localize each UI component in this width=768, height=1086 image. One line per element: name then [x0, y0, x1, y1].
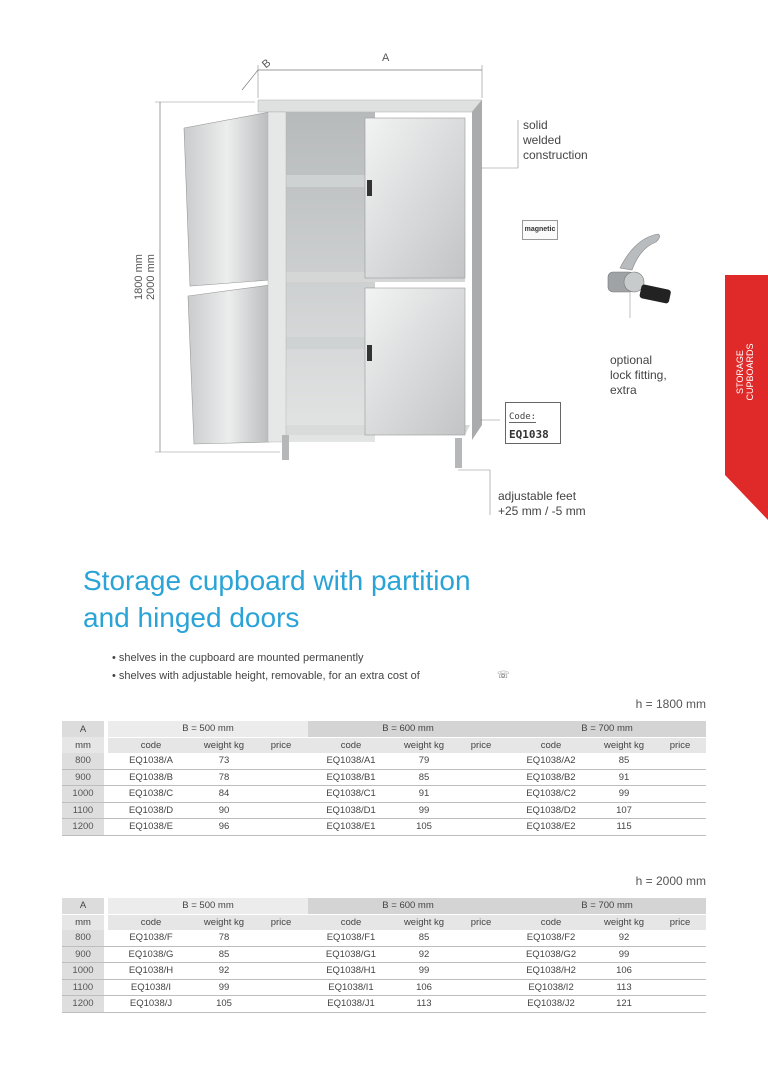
- height-label-2000: h = 2000 mm: [635, 874, 706, 888]
- cell-code: EQ1038/F2: [526, 932, 576, 944]
- a-unit: mm: [62, 737, 104, 753]
- cell-weight: 99: [618, 788, 630, 800]
- cell-code: EQ1038/G2: [525, 948, 577, 960]
- cell-price: [254, 769, 308, 786]
- cell-code: EQ1038/H2: [526, 965, 576, 977]
- col-header: price: [454, 914, 508, 930]
- cell-price: [654, 930, 706, 946]
- table-row: [62, 802, 706, 819]
- col-header: price: [454, 737, 508, 753]
- price-symbol-icon: ☏: [497, 670, 510, 681]
- row-a-value: 1100: [62, 802, 104, 819]
- cell-price: [654, 802, 706, 819]
- cell-weight: 92: [418, 948, 430, 960]
- cell-code: EQ1038/I: [130, 981, 172, 993]
- cell-weight: 99: [618, 948, 630, 960]
- cell-code: EQ1038/E: [129, 821, 173, 833]
- group-header: B = 700 mm: [508, 898, 706, 914]
- group-header: B = 500 mm: [108, 898, 308, 914]
- magnetic-badge: magnetic: [522, 220, 558, 240]
- product-code-box: [505, 402, 561, 444]
- callout-adjustable-feet: adjustable feet +25 mm / -5 mm: [498, 489, 586, 518]
- dimension-a-label: A: [382, 52, 390, 64]
- cell-code: EQ1038/A: [129, 755, 173, 767]
- cell-price: [254, 963, 308, 980]
- cell-price: [254, 802, 308, 819]
- col-header: code: [308, 737, 394, 753]
- dimension-b-label: B: [260, 57, 274, 71]
- cell-weight: 106: [616, 965, 632, 977]
- row-a-value: 900: [62, 946, 104, 963]
- table-row: [62, 946, 706, 963]
- cell-price: [254, 819, 308, 836]
- cell-weight: 113: [616, 981, 632, 993]
- a-header: A: [62, 721, 104, 737]
- cell-weight: 99: [418, 804, 430, 816]
- table-row: [62, 753, 706, 769]
- table-row: [62, 963, 706, 980]
- cell-price: [654, 979, 706, 996]
- table-row: [62, 930, 706, 946]
- table-row: [62, 786, 706, 803]
- group-header: B = 700 mm: [508, 721, 706, 737]
- callout-welded-construction: solid welded construction: [523, 118, 588, 162]
- cell-code: EQ1038/F: [129, 932, 173, 944]
- row-a-value: 800: [62, 753, 104, 769]
- cell-price: [654, 786, 706, 803]
- cell-price: [654, 996, 706, 1013]
- cell-weight: 99: [418, 965, 430, 977]
- row-a-value: 1200: [62, 819, 104, 836]
- height-label-1800: h = 1800 mm: [635, 697, 706, 711]
- table-row: [62, 819, 706, 836]
- cell-code: EQ1038/A1: [326, 755, 376, 767]
- col-header: weight kg: [394, 914, 454, 930]
- cell-weight: 96: [218, 821, 230, 833]
- cell-code: EQ1038/C2: [526, 788, 576, 800]
- page-title: Storage cupboard with partition and hinged doors: [83, 565, 471, 633]
- cell-code: EQ1038/C1: [326, 788, 376, 800]
- col-header: price: [254, 914, 308, 930]
- table-row: [62, 979, 706, 996]
- cell-code: EQ1038/J2: [527, 998, 575, 1010]
- cell-price: [454, 963, 508, 980]
- cell-price: [454, 819, 508, 836]
- cell-price: [254, 996, 308, 1013]
- cell-price: [654, 753, 706, 769]
- cell-price: [454, 753, 508, 769]
- col-header: code: [308, 914, 394, 930]
- cell-price: [254, 979, 308, 996]
- cell-code: EQ1038/D1: [326, 804, 376, 816]
- col-header: code: [508, 914, 594, 930]
- col-header: weight kg: [394, 737, 454, 753]
- code-value: EQ1038: [509, 428, 549, 441]
- cell-code: EQ1038/G1: [325, 948, 377, 960]
- spec-table-2000: [62, 898, 706, 1013]
- table-row: [62, 996, 706, 1013]
- cell-weight: 92: [218, 965, 230, 977]
- cell-weight: 73: [218, 755, 230, 767]
- row-a-value: 1000: [62, 786, 104, 803]
- cell-price: [454, 930, 508, 946]
- row-a-value: 900: [62, 769, 104, 786]
- cell-code: EQ1038/B2: [526, 771, 576, 783]
- cell-weight: 121: [616, 998, 632, 1010]
- table-row: [62, 769, 706, 786]
- cell-weight: 78: [218, 771, 230, 783]
- cell-weight: 91: [418, 788, 430, 800]
- side-tab-label: STORAGE CUPBOARDS: [735, 343, 755, 401]
- cell-price: [454, 996, 508, 1013]
- cell-price: [254, 946, 308, 963]
- col-header: code: [108, 914, 194, 930]
- cell-code: EQ1038/I1: [328, 981, 374, 993]
- cell-code: EQ1038/H: [128, 965, 174, 977]
- cell-price: [454, 769, 508, 786]
- row-a-value: 800: [62, 930, 104, 946]
- col-header: weight kg: [594, 914, 654, 930]
- cell-code: EQ1038/E2: [526, 821, 576, 833]
- bullet-adjustable-shelves: • shelves with adjustable height, removable, for an extra cost of: [112, 670, 420, 682]
- group-header: B = 600 mm: [308, 721, 508, 737]
- cell-price: [654, 963, 706, 980]
- cell-code: EQ1038/D: [128, 804, 174, 816]
- cell-weight: 84: [218, 788, 230, 800]
- col-header: weight kg: [194, 914, 254, 930]
- cell-code: EQ1038/H1: [326, 965, 376, 977]
- cell-code: EQ1038/E1: [326, 821, 376, 833]
- dimension-height-label: 1800 mm 2000 mm: [133, 254, 157, 300]
- code-label: Code:: [509, 412, 537, 422]
- group-header: B = 500 mm: [108, 721, 308, 737]
- cell-weight: 115: [616, 821, 632, 833]
- a-header: A: [62, 898, 104, 914]
- cell-code: EQ1038/D2: [526, 804, 576, 816]
- cell-price: [254, 930, 308, 946]
- row-a-value: 1100: [62, 979, 104, 996]
- cell-weight: 106: [416, 981, 432, 993]
- cell-weight: 85: [418, 932, 430, 944]
- cell-code: EQ1038/B1: [326, 771, 376, 783]
- col-header: code: [508, 737, 594, 753]
- cell-code: EQ1038/B: [129, 771, 173, 783]
- col-header: code: [108, 737, 194, 753]
- cell-weight: 107: [616, 804, 632, 816]
- a-unit: mm: [62, 914, 104, 930]
- col-header: weight kg: [194, 737, 254, 753]
- cell-weight: 90: [218, 804, 230, 816]
- cell-weight: 78: [218, 932, 230, 944]
- cell-weight: 92: [618, 932, 630, 944]
- cell-weight: 85: [218, 948, 230, 960]
- cell-code: EQ1038/J: [129, 998, 173, 1010]
- cell-weight: 105: [216, 998, 232, 1010]
- cell-weight: 113: [416, 998, 432, 1010]
- cell-price: [454, 946, 508, 963]
- cupboard-illustration: [120, 40, 520, 520]
- lock-fitting-image: [600, 228, 680, 318]
- cell-code: EQ1038/G: [128, 948, 174, 960]
- col-header: weight kg: [594, 737, 654, 753]
- cell-code: EQ1038/F1: [326, 932, 376, 944]
- cell-price: [254, 786, 308, 803]
- cell-code: EQ1038/A2: [526, 755, 576, 767]
- row-a-value: 1200: [62, 996, 104, 1013]
- cell-price: [454, 786, 508, 803]
- cell-price: [454, 979, 508, 996]
- col-header: price: [654, 914, 706, 930]
- col-header: price: [654, 737, 706, 753]
- cell-weight: 85: [618, 755, 630, 767]
- cell-price: [654, 769, 706, 786]
- row-a-value: 1000: [62, 963, 104, 980]
- cell-code: EQ1038/I2: [528, 981, 574, 993]
- cell-weight: 85: [418, 771, 430, 783]
- cell-weight: 99: [218, 981, 230, 993]
- callout-lock-fitting: optional lock fitting, extra: [610, 353, 667, 397]
- cell-weight: 105: [416, 821, 432, 833]
- cell-weight: 91: [618, 771, 630, 783]
- cell-price: [254, 753, 308, 769]
- col-header: price: [254, 737, 308, 753]
- cell-weight: 79: [418, 755, 430, 767]
- cell-code: EQ1038/J1: [327, 998, 375, 1010]
- bullet-fixed-shelves: • shelves in the cupboard are mounted permanently: [112, 652, 364, 664]
- cell-price: [454, 802, 508, 819]
- group-header: B = 600 mm: [308, 898, 508, 914]
- cell-price: [654, 819, 706, 836]
- cell-code: EQ1038/C: [128, 788, 174, 800]
- cell-price: [654, 946, 706, 963]
- spec-table-1800: [62, 721, 706, 836]
